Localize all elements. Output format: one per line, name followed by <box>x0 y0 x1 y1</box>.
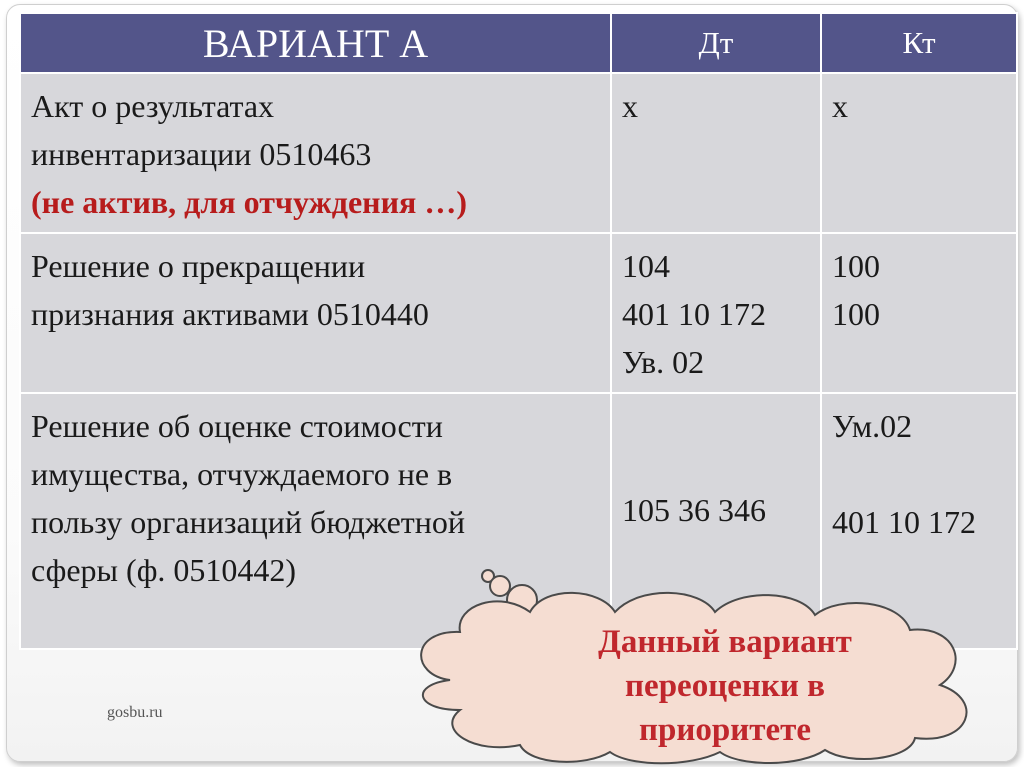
debit-value: Ув. 02 <box>622 344 705 380</box>
debit-value: х <box>622 88 638 124</box>
debit-value: 105 36 346 <box>622 492 766 528</box>
credit-value: 100 <box>832 296 880 332</box>
row-description-line: имущества, отчуждаемого не в <box>31 456 453 492</box>
row-description-line: сферы (ф. 0510442) <box>31 552 297 588</box>
credit-value: 100 <box>832 248 880 284</box>
row-description-line: Решение об оценке стоимости <box>31 408 443 444</box>
header-credit: Кт <box>821 13 1017 73</box>
table-header-row <box>20 13 1017 73</box>
callout-line: приоритете <box>639 712 811 748</box>
entries-table <box>19 12 1018 650</box>
row-description-line: пользу организаций бюджетной <box>31 504 465 540</box>
table-row <box>20 233 1017 393</box>
callout-line: Данный вариант <box>598 624 852 660</box>
callout-cloud <box>370 560 1010 767</box>
row-description <box>20 73 611 233</box>
row-description-line: признания активами 0510440 <box>31 296 429 332</box>
credit-value: 401 10 172 <box>832 504 976 540</box>
callout-line: переоценки в <box>625 668 825 704</box>
table-row <box>20 73 1017 233</box>
debit-value: 401 10 172 <box>622 296 766 332</box>
row-description-line: инвентаризации 0510463 <box>31 136 372 172</box>
header-title: ВАРИАНТ А <box>20 13 611 73</box>
debit-cell <box>611 73 821 233</box>
debit-cell <box>611 233 821 393</box>
credit-value: Ум.02 <box>832 408 913 444</box>
credit-value: х <box>832 88 848 124</box>
row-description-line: Решение о прекращении <box>31 248 366 284</box>
header-debit: Дт <box>611 13 821 73</box>
callout-text <box>490 620 960 752</box>
credit-cell <box>821 73 1017 233</box>
row-description-line: Акт о результатах <box>31 88 275 124</box>
row-note: (не актив, для отчуждения …) <box>31 184 467 220</box>
credit-cell <box>821 233 1017 393</box>
row-description <box>20 233 611 393</box>
footer-source: gosbu.ru <box>107 704 163 721</box>
debit-value: 104 <box>622 248 670 284</box>
